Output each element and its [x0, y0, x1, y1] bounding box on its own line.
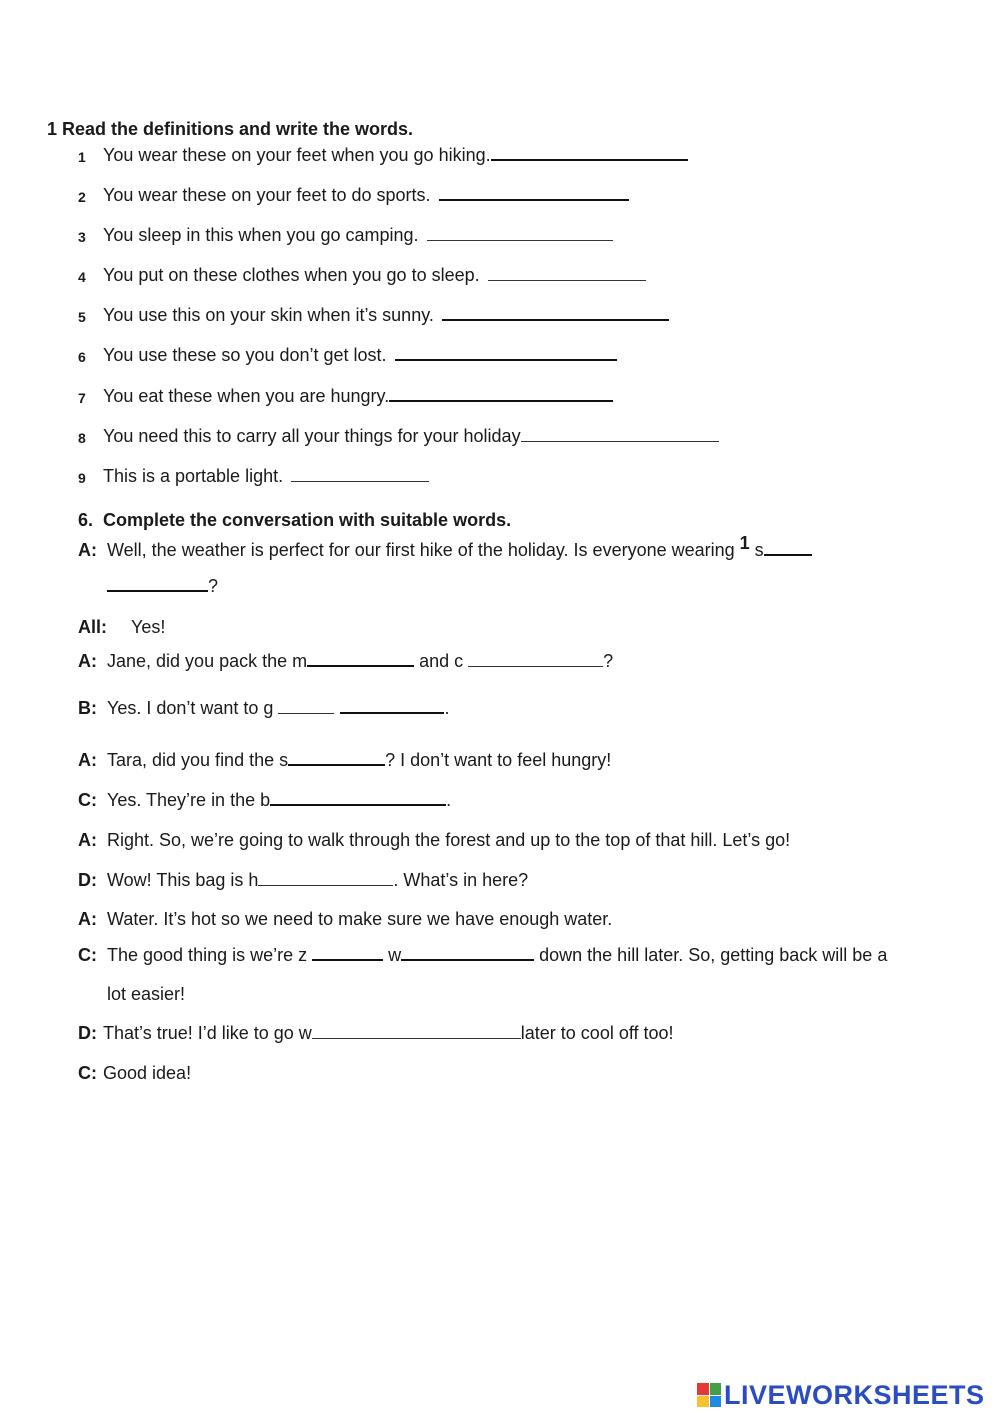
speaker-label: A: [78, 540, 97, 560]
section-6-title: 6. Complete the conversation with suitable words. [78, 510, 512, 530]
speaker-label: A: [78, 830, 97, 850]
dialogue-text: . What’s in here? [393, 870, 529, 890]
speaker-label: All: [78, 617, 107, 637]
dialogue-text: ? [208, 576, 219, 596]
answer-blank-s2[interactable] [288, 763, 385, 766]
definition-text: You wear these on your feet when you go hiking. [103, 145, 491, 165]
answer-blank-3[interactable] [427, 239, 613, 241]
dialogue-text: down the hill later. So, getting back will be a [534, 945, 888, 965]
answer-blank-7[interactable] [389, 399, 613, 402]
dialogue-line-7 [78, 830, 790, 851]
logo-text: LIVEWORKSHEETS [724, 1379, 985, 1410]
answer-blank-5[interactable] [442, 318, 669, 321]
dialogue-text: ? I don’t want to feel hungry! [385, 750, 612, 770]
dialogue-text: lot easier! [107, 984, 186, 1004]
dialogue-text: . [444, 698, 450, 718]
speaker-label: C: [78, 1063, 97, 1083]
item-number: 2 [78, 189, 86, 205]
answer-blank-w1[interactable] [401, 958, 534, 961]
dialogue-text: Yes. They’re in the b [107, 790, 271, 810]
definition-text: You put on these clothes when you go to sleep. [103, 265, 480, 285]
dialogue-line-6 [78, 790, 451, 811]
dialogue-line-1 [78, 533, 812, 561]
item-number: 1 [78, 149, 86, 165]
definition-text: You use this on your skin when it’s sunny. [103, 305, 434, 325]
definition-text: You sleep in this when you go camping. [103, 225, 419, 245]
item-number: 8 [78, 430, 86, 446]
answer-blank-2[interactable] [439, 198, 629, 201]
speaker-label: A: [78, 750, 97, 770]
speaker-label: D: [78, 1023, 97, 1043]
answer-blank-b[interactable] [270, 803, 446, 806]
dialogue-text: Jane, did you pack the m [107, 651, 308, 671]
speaker-label: A: [78, 651, 97, 671]
answer-blank-4[interactable] [488, 279, 646, 281]
answer-blank-z[interactable] [312, 958, 383, 961]
speaker-label: C: [78, 790, 97, 810]
dialogue-text: w [383, 945, 402, 965]
dialogue-text: Right. So, we’re going to walk through the forest and up to the top of that hill. Let’s go! [107, 830, 791, 850]
dialogue-line-2 [78, 617, 165, 638]
dialogue-text: Yes! [131, 617, 166, 637]
dialogue-text: Well, the weather is perfect for our first hike of the holiday. Is everyone wearing [107, 540, 740, 560]
answer-blank-6[interactable] [395, 358, 617, 361]
answer-blank-h[interactable] [258, 884, 393, 886]
dialogue-line-8 [78, 870, 528, 891]
dialogue-line-4 [78, 698, 449, 719]
dialogue-line-3 [78, 651, 613, 672]
dialogue-line-5 [78, 750, 611, 771]
dialogue-text: Good idea! [103, 1063, 192, 1083]
answer-blank-1[interactable] [491, 158, 688, 161]
dialogue-text: . [446, 790, 452, 810]
speaker-label: A: [78, 909, 97, 929]
definition-text: You use these so you don’t get lost. [103, 345, 387, 365]
item-number: 4 [78, 269, 86, 285]
footnote-number: 1 [739, 533, 750, 553]
definition-text: You need this to carry all your things for your holiday [103, 426, 521, 446]
dialogue-line-10-continued [107, 984, 185, 1005]
dialogue-line-10 [78, 945, 887, 966]
dialogue-text: Wow! This bag is h [107, 870, 259, 890]
speaker-label: C: [78, 945, 97, 965]
item-number: 6 [78, 349, 86, 365]
dialogue-text: Yes. I don’t want to g [107, 698, 279, 718]
dialogue-text: Tara, did you find the s [107, 750, 289, 770]
answer-blank-s1-cont[interactable] [107, 589, 208, 592]
dialogue-text: Water. It’s hot so we need to make sure we have enough water. [107, 909, 613, 929]
dialogue-text: and c [414, 651, 469, 671]
dialogue-text: s [749, 540, 764, 560]
answer-blank-g1[interactable] [278, 712, 334, 714]
item-number: 5 [78, 309, 86, 325]
answer-blank-m[interactable] [307, 664, 414, 667]
dialogue-line-11 [78, 1023, 674, 1044]
speaker-label: D: [78, 870, 97, 890]
answer-blank-c[interactable] [468, 665, 603, 667]
dialogue-line-1-continued [107, 576, 218, 597]
answer-blank-w2[interactable] [312, 1037, 521, 1039]
liveworksheets-logo [697, 1380, 985, 1410]
definition-text: You wear these on your feet to do sports. [103, 185, 431, 205]
dialogue-line-12 [78, 1063, 191, 1084]
dialogue-text: The good thing is we’re z [107, 945, 313, 965]
answer-blank-9[interactable] [291, 480, 429, 482]
definition-text: You eat these when you are hungry. [103, 386, 390, 406]
logo-mark-icon [697, 1383, 721, 1407]
answer-blank-g2[interactable] [340, 711, 444, 714]
item-number: 9 [78, 470, 86, 486]
definition-text: This is a portable light. [103, 466, 284, 486]
item-number: 3 [78, 229, 86, 245]
item-number: 7 [78, 390, 86, 406]
dialogue-text: That’s true! I’d like to go w [103, 1023, 312, 1043]
answer-blank-8[interactable] [521, 440, 719, 442]
section-1-title: 1 Read the definitions and write the words. [47, 119, 414, 139]
dialogue-text: later to cool off too! [520, 1023, 674, 1043]
dialogue-line-9 [78, 909, 612, 930]
speaker-label: B: [78, 698, 97, 718]
dialogue-text: ? [603, 651, 614, 671]
answer-blank-s1[interactable] [764, 553, 812, 556]
